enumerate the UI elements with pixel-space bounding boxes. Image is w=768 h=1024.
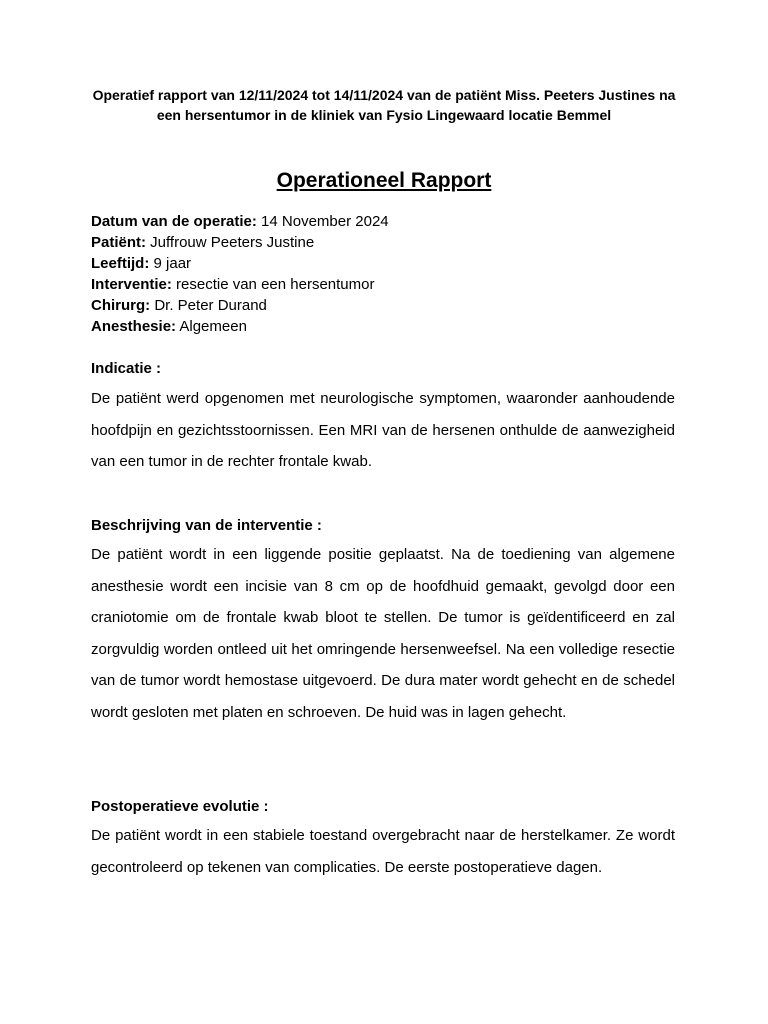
section-heading-indication: Indicatie : — [91, 360, 162, 377]
meta-row-anesthesia — [91, 316, 681, 337]
meta-value: resectie van een hersentumor — [171, 276, 375, 293]
section-body-postoperative: De patiënt wordt in een stabiele toestand overgebracht naar de herstelkamer. Ze wordt gecontroleerd op tekenen van complicaties. De eerste postoperatieve dagen. — [91, 827, 675, 876]
meta-label: Chirurg: — [91, 297, 151, 314]
meta-label: Patiënt: — [91, 234, 147, 251]
patient-info-block — [91, 211, 681, 337]
meta-row-surgeon — [91, 295, 681, 316]
meta-value: Dr. Peter Durand — [150, 297, 267, 314]
section-body-indication: De patiënt werd opgenomen met neurologische symptomen, waaronder aanhoudende hoofdpijn en gezichtsstoornissen. Een MRI van de hersenen onthulde de aanwezigheid van een tumor in de rechter frontale kwab. — [91, 390, 675, 470]
meta-label: Anesthesie: — [91, 318, 177, 335]
meta-value: Juffrouw Peeters Justine — [146, 234, 315, 251]
meta-row-date — [91, 211, 681, 232]
meta-label: Datum van de operatie: — [91, 213, 257, 230]
meta-label: Leeftijd: — [91, 255, 150, 272]
document-title: Operationeel Rapport — [276, 169, 492, 192]
meta-label: Interventie: — [91, 276, 172, 293]
meta-row-intervention — [91, 274, 681, 295]
section-heading-postoperative: Postoperatieve evolutie : — [91, 798, 269, 815]
meta-value: 9 jaar — [149, 255, 192, 272]
meta-row-age — [91, 253, 681, 274]
section-body-intervention: De patiënt wordt in een liggende positie geplaatst. Na de toediening van algemene anesthesie wordt een incisie van 8 cm op de hoofdhuid gemaakt, gevolgd door een craniotomie om de frontale kwab bloot te stellen. De tumor is geïdentificeerd en zal zorgvuldig worden ontleed uit het omringende hersenweefsel. Na een volledige resectie van de tumor wordt hemostase uitgevoerd. De dura mater wordt gehecht en de schedel wordt gesloten met platen en schroeven. De huid was in lagen gehecht. — [91, 546, 675, 721]
meta-row-patient — [91, 232, 681, 253]
section-heading-intervention: Beschrijving van de interventie : — [91, 517, 322, 534]
header-note: Operatief rapport van 12/11/2024 tot 14/11/2024 van de patiënt Miss. Peeters Justines na een hersentumor in de kliniek van Fysio Lingewaard locatie Bemmel — [92, 87, 676, 123]
meta-value: 14 November 2024 — [256, 213, 389, 230]
meta-value: Algemeen — [176, 318, 247, 335]
